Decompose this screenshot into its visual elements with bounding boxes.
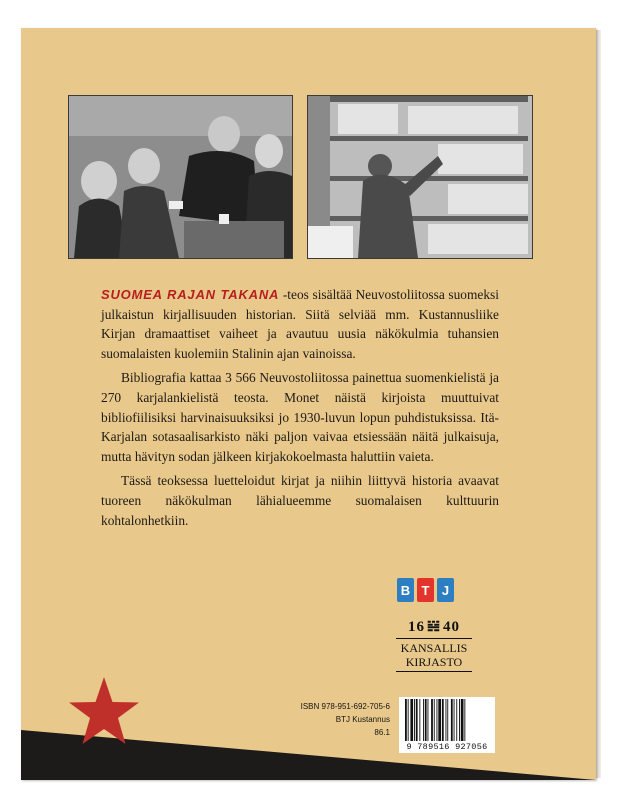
btj-letter-b: B [397,578,414,602]
description-text [101,285,499,535]
barcode-bar [442,699,444,741]
book-back-cover [21,28,596,780]
btj-letter-t: T [417,578,434,602]
book-page-edge [596,30,601,778]
barcode-bar [456,699,457,741]
barcode-bar [410,699,413,741]
paragraph-1 [101,285,499,363]
barcode-bar [405,699,407,741]
isbn-info [270,700,390,739]
isbn-number: ISBN 978-951-692-705-6 [300,702,390,711]
photo-men-image [69,96,292,258]
barcode-bar [419,699,420,741]
publisher-name: BTJ Kustannus [335,715,390,724]
paragraph-3: Tässä teoksessa luetteloidut kirjat ja niihin liittyvä historia avaavat tuoreen näkökulman lähialueemme suomalaisen kulttuurin kohtalonhetkiin. [101,473,499,528]
column-icon: 𝍆 [426,619,442,635]
logo-year-right: 40 [443,619,460,635]
logo-name-line2: KIRJASTO [405,655,463,669]
barcode-bar [451,699,453,741]
barcode-bar [464,699,465,741]
barcode-bar [431,699,433,741]
photo-soldier-bookshelves [307,95,533,259]
barcode-bar [423,699,424,741]
paragraph-1-text: -teos sisältää Neuvostoliitossa suomeksi julkaistun kirjallisuuden historian. Siitä selviää mm. Kustannusliike Kirjan dramaattiset vaiheet ja avautuu uusia näkökulmia tuhansien suomalaisten kuolemiin Stalinin ajan vainoissa. [101,287,499,361]
barcode-bar [447,699,448,741]
barcode-bar [414,699,415,741]
barcode-bar [408,699,409,741]
barcode-bar [438,699,441,741]
logo-year [394,618,474,636]
barcode-bar [434,699,435,741]
photo-men-group [68,95,293,259]
logo-rule-top [396,638,472,639]
btj-letter-j: J [437,578,454,602]
logo-name-line1: KANSALLIS [400,641,468,655]
barcode-bar [461,699,464,741]
barcode-number: 9 789516 927056 [399,742,495,752]
red-star-icon [68,677,140,745]
photo-bookshelves-image [308,96,532,258]
paragraph-2: Bibliografia kattaa 3 566 Neuvostoliitossa painettua suomenkielistä ja 270 karjalankielistä teosta. Monet näistä kirjoista muuttuivat bibliofiilisiksi harvinaisuuksiksi jo 1930-luvun lopun puhdistuksissa. Itä-Karjalan sotasaalisarkisto näki paljon vaivaa etsiessään näitä julkaisuja, mutta hävityn sodan jälkeen kirjakokoelmasta haluttiin vaieta. [101,370,499,464]
barcode-bar [459,699,460,741]
barcode-bar [428,699,429,741]
barcode-bar [437,699,438,741]
logo-year-left: 16 [408,619,425,635]
classification-code: 86.1 [374,728,390,737]
btj-publisher-logo [397,578,454,602]
book-title-inline: SUOMEA RAJAN TAKANA [101,287,280,302]
barcode-bar [425,699,427,741]
barcode-bar [454,699,455,741]
barcode-bar [446,699,447,741]
barcode-bar [416,699,418,741]
